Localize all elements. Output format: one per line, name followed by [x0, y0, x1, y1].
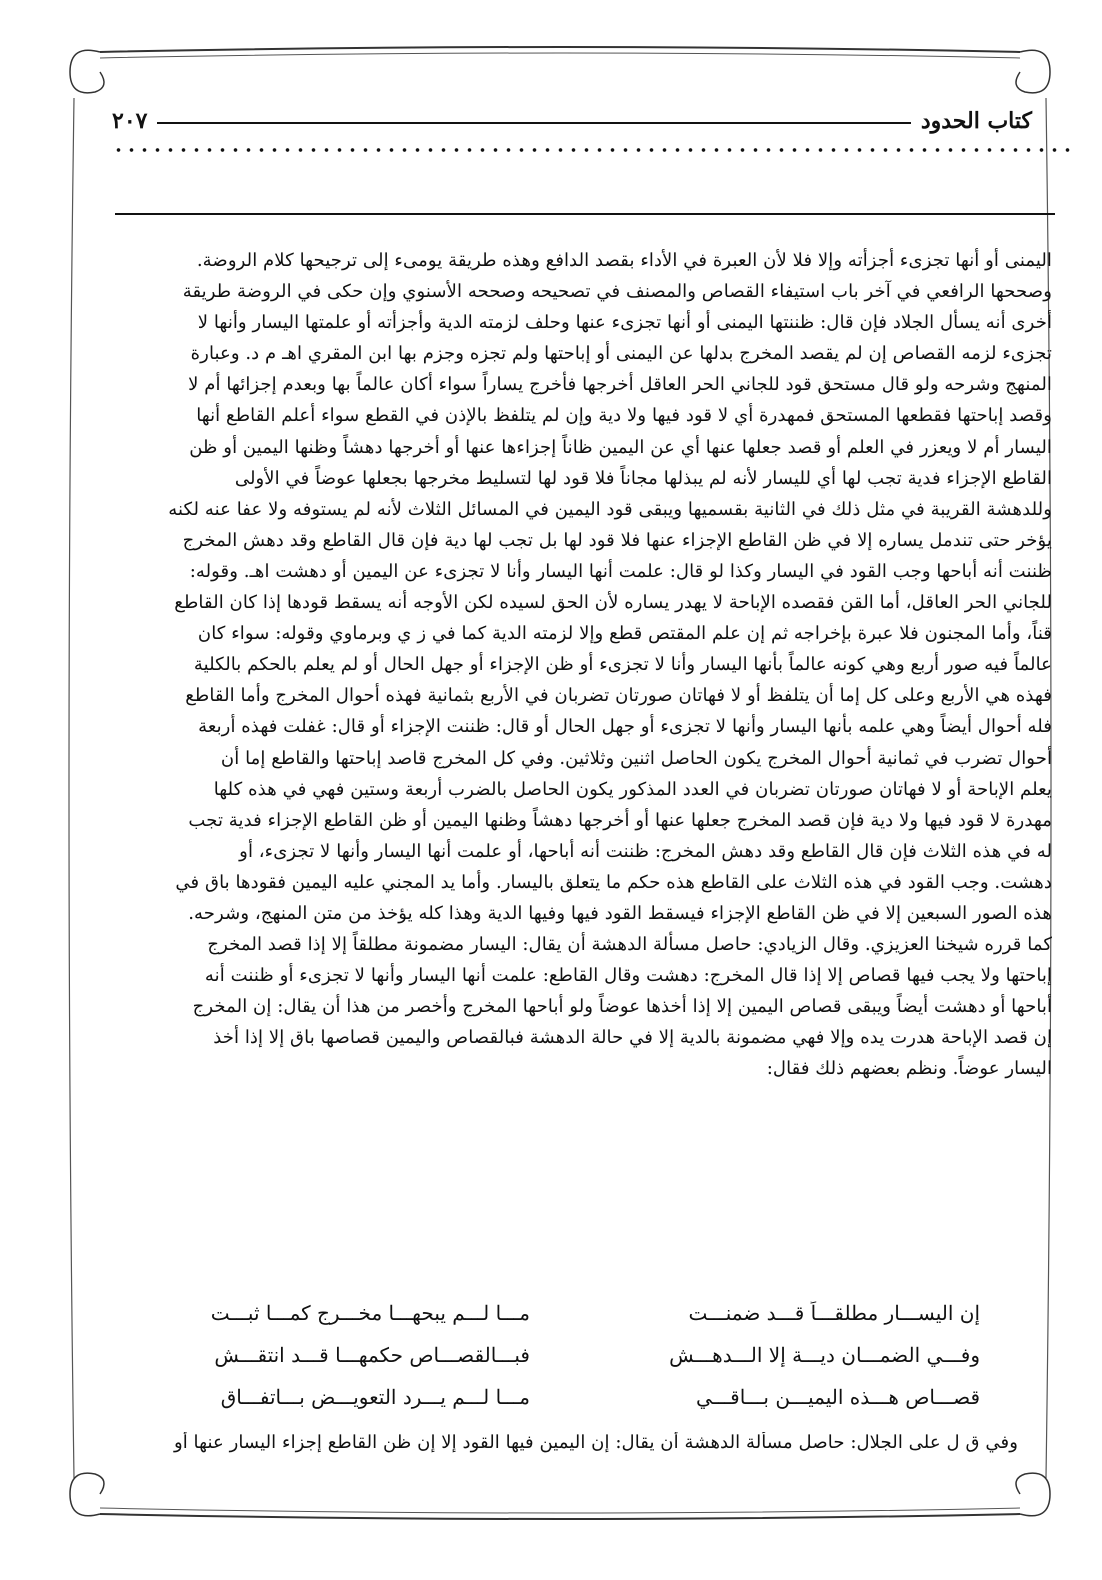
text-line: فله أحوال أيضاً وهي علمه بأنها اليسار وأنها لا تجزىء أو جهل الحال أو قال: ظننت الإجزاء أو قال: غفلت فهذه أربعة: [198, 716, 1052, 738]
text-line: هذه الصور السبعين إلا في ظن القاطع الإجزاء فيسقط القود فيها وفيها الدية وهذا كله يؤخذ من متن المنهج، وشرحه.: [188, 902, 1052, 924]
header-rule: [157, 122, 910, 124]
footnote-line: وفي ق ل على الجلال: حاصل مسألة الدهشة أن يقال: إن اليمين فيها القود إلا إن ظن القاطع إجزاء اليسار عنها أو: [173, 1432, 1018, 1453]
text-line: المنهج وشرحه ولو قال مستحق قود للجاني الحر العاقل أخرجها فأخرج يساراً سواء أكان عالماً بها وبعدم إجزائها أم لا: [188, 374, 1052, 396]
poem-block: [150, 1292, 980, 1418]
dotted-separator: [112, 143, 1072, 157]
text-line: إباحتها ولا يجب فيها قصاص إلا إذا قال المخرج: دهشت وقال القاطع: علمت أنها اليسار وأنها لا تجزىء أو ظننت أنه: [204, 965, 1052, 987]
text-line: اليسار أم لا ويعزر في العلم أو قصد جعلها عنها أي عن اليمين ظاناً إجزاءها عنها أو أخرجها دهشاً وظنها اليمين أو ظن: [189, 436, 1052, 458]
text-line: ظننت أنه أباحها وجب القود في اليسار وكذا لو قال: علمت أنها اليسار وأنا لا تجزىء عن اليمين أو دهشت اهـ. وقوله:: [189, 560, 1052, 582]
text-line: أخرى أنه يسأل الجلاد فإن قال: ظننتها اليمنى أو أنها تجزىء عنها وحلف لزمته الدية وأجزأته أو علمتها اليسار وأنها لا: [197, 312, 1052, 334]
text-line: دهشت. وجب القود في هذه الثلاث على القاطع هذه حكم ما يتعلق باليسار. وأما يد المجني عليه اليمين فقودها باق في: [175, 871, 1052, 893]
verse-second-hemistich: مـــا لـــم يـــرد التعويـــض بـــاتفـــاق: [220, 1385, 530, 1409]
text-line: إن قصد الإباحة هدرت يده وإلا فهي مضمونة بالدية إلا في حالة الدهشة فبالقصاص واليمين قصاصها باق إلا إذا أخذ: [213, 1027, 1052, 1049]
text-line: وقصد إباحتها فقطعها المستحق فمهدرة أي لا قود فيها ولا دية وإن لم يتلفظ بالإذن في القطع سواء أعلم القاطع أنها: [196, 405, 1052, 427]
text-top-rule: [115, 213, 1055, 215]
text-line: فهذه هي الأربع وعلى كل إما أن يتلفظ أو لا فهاتان صورتان تضربان في الأربع بثمانية فهذه أحوال المخرج وأما القاطع: [185, 685, 1052, 707]
text-line: وصححها الرافعي في آخر باب استيفاء القصاص والمصنف في تصحيحه وصححه الأسنوي وإن حكى في الروضة طريقة: [182, 281, 1052, 303]
page-number: ٢٠٧: [112, 108, 148, 134]
verse-first-hemistich: إن اليســـار مطلقـــاً قـــد ضمنـــت: [688, 1301, 980, 1325]
poem-verse: [150, 1334, 980, 1376]
text-line: كما قرره شيخنا العزيزي. وقال الزيادي: حاصل مسألة الدهشة أن يقال: اليسار مضمونة مطلقاً إلا إذا قصد المخرج: [207, 934, 1052, 956]
text-line: وللدهشة القريبة في مثل ذلك في الثانية بقسميها ويبقى قود اليمين في المسائل الثلاث لأنه لم يستوفه ولا عفا عنه لكنه: [168, 498, 1052, 520]
poem-verse: [150, 1376, 980, 1418]
verse-second-hemistich: مـــا لـــم يبحهـــا مخـــرج كمـــا ثبـــت: [210, 1301, 530, 1325]
main-text: [100, 245, 1052, 1275]
text-line: عالماً فيه صور أربع وهي كونه عالماً بأنها اليسار وأنا لا تجزىء أو ظن الإجزاء أو جهل الحال أو لم يعلم بالحكم بالكلية: [193, 654, 1052, 676]
verse-second-hemistich: فبـــالقصـــاص حكمهـــا قـــد انتقـــش: [214, 1343, 530, 1367]
text-line: أباحها أو دهشت أيضاً ويبقى قصاص اليمين إلا إذا أخذها عوضاً ولو أباحها المخرج وأخصر من هذا أن يقال: إن المخرج: [192, 996, 1052, 1018]
text-line: أحوال تضرب في ثمانية أحوال المخرج يكون الحاصل اثنين وثلاثين. وفي كل المخرج قاصد إباحتها والقاطع إما أن: [220, 747, 1052, 769]
text-line: مهدرة لا قود فيها ولا دية فإن قصد المخرج جعلها عنها أو أخرجها دهشاً وظنها اليمين أو ظن القاطع الإجزاء فدية تجب: [188, 809, 1052, 831]
text-line: اليمنى أو أنها تجزىء أجزأته وإلا فلا لأن العبرة في الأداء بقصد الدافع وهذه طريقة يومىء إلى ترجيحها كلام الروضة.: [196, 250, 1052, 271]
running-header: [112, 101, 1032, 141]
text-line: يؤخر حتى تندمل يساره إلا في ظن القاطع الإجزاء عنها فلا قود لها بل تجب لها دية فإن قال القاطع وقد دهش المخرج: [182, 529, 1052, 551]
text-line: للجاني الحر العاقل، أما القن فقصده الإباحة لا يهدر يساره لأن الحق لسيده لكن الأوجه أنه يسقط قودها إذا كان القاطع: [174, 592, 1052, 614]
book-title: كتاب الحدود: [920, 108, 1032, 134]
text-line: القاطع الإجزاء فدية تجب لها أي لليسار لأنه لم يبذلها مجاناً فلا قود لها لتسليط مخرجها بجعلها عوضاً في الأولى: [234, 467, 1052, 489]
text-line: اليسار عوضاً. ونظم بعضهم ذلك فقال:: [766, 1058, 1052, 1080]
text-line: تجزىء لزمه القصاص إن لم يقصد المخرج بدلها عن اليمنى أو إباحتها ولم تجزه وجزم بها ابن المقري اهـ م د. وعبارة: [190, 343, 1052, 365]
verse-first-hemistich: وفـــي الضمـــان ديـــة إلا الـــدهـــش: [669, 1343, 980, 1367]
text-line: يعلم الإباحة أو لا فهاتان صورتان تضربان في العدد المذكور يكون الحاصل بالضرب أربعة وستين فهي في هذه كلها: [213, 778, 1052, 800]
text-line: له في هذه الثلاث فإن قال القاطع وقد دهش المخرج: ظننت أنه أباحها، أو علمت أنها اليسار وأنها لا تجزىء، أو: [239, 840, 1052, 862]
verse-first-hemistich: قصـــاص هـــذه اليميـــن بـــاقـــي: [695, 1385, 980, 1409]
text-line: قناً، وأما المجنون فلا عبرة بإخراجه ثم إن علم المقتص قطع وإلا لزمته الدية كما في ز ي وبرماوي وقوله: سواء كان: [197, 623, 1052, 645]
poem-verse: [150, 1292, 980, 1334]
